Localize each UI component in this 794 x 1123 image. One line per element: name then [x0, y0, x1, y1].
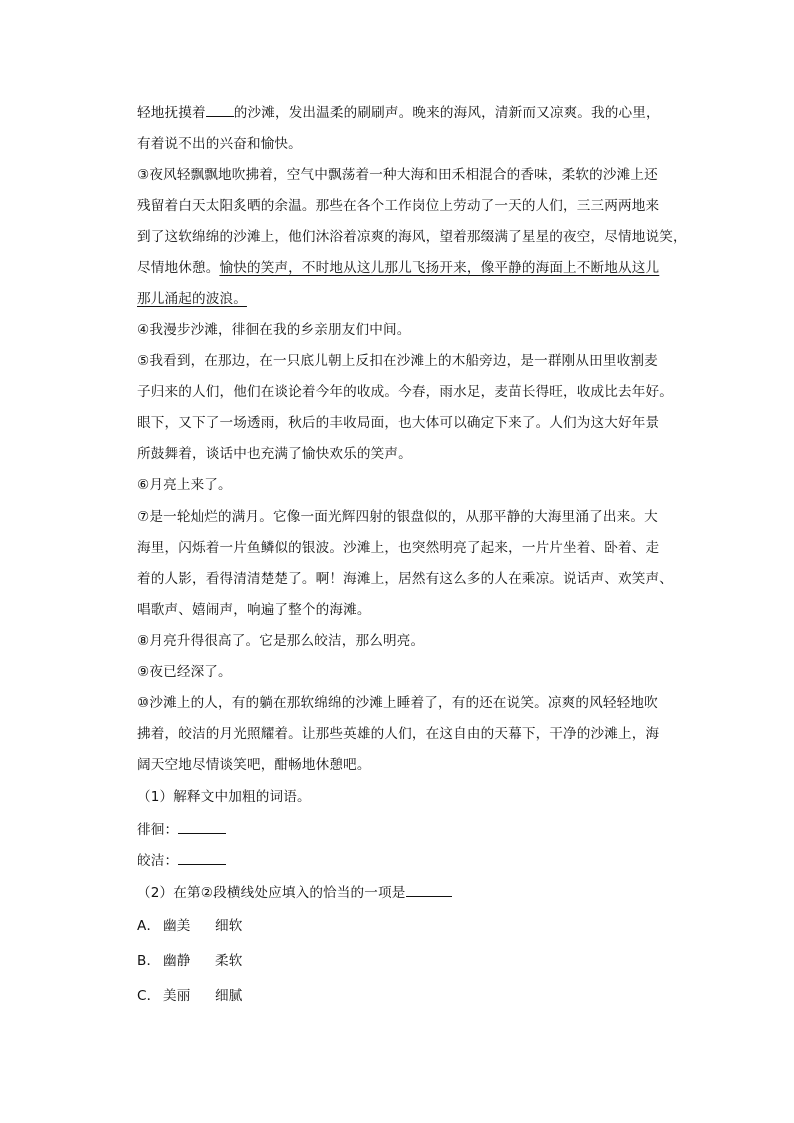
question-1-item-2	[137, 852, 677, 870]
option-b[interactable]	[137, 952, 677, 970]
option-word: 幽美	[163, 918, 191, 934]
item-label: 皎洁：	[137, 853, 179, 869]
paragraph-5-line-2: 子归来的人们，他们在谈论着今年的收成。今春，雨水足，麦苗长得旺，收成比去年好。	[137, 384, 674, 400]
paragraph-10-line-3: 阔天空地尽情谈笑吧，酣畅地休憩吧。	[137, 757, 371, 773]
paragraph-3-line-3: 到了这软绵绵的沙滩上，他们沐浴着凉爽的海风，望着那缀满了星星的夜空，尽情地说笑，	[137, 229, 687, 245]
paragraph-3-line-1: ③夜风轻飘飘地吹拂着，空气中飘荡着一种大海和田禾相混合的香味，柔软的沙滩上还	[137, 167, 658, 183]
option-word: 幽静	[163, 953, 191, 969]
paragraph-7-line-3: 着的人影，看得清清楚楚了。啊！海滩上，居然有这么多的人在乘凉。说话声、欢笑声、	[137, 571, 674, 587]
paragraph-9-line-1: ⑨夜已经深了。	[137, 664, 232, 680]
text-span: 尽情地休憩。	[137, 260, 220, 276]
paragraph-10-line-1: ⑩沙滩上的人，有的躺在那软绵绵的沙滩上睡着了，有的还在说笑。凉爽的风轻轻地吹	[137, 695, 658, 711]
paragraph-5-line-3: 眼下，又下了一场透雨，秋后的丰收局面，也大体可以确定下来了。人们为这大好年景	[137, 415, 660, 431]
answer-blank[interactable]	[178, 852, 226, 865]
paragraph-3-line-4	[137, 259, 677, 277]
option-word: 柔软	[215, 953, 243, 969]
paragraph-2-line-1	[137, 104, 677, 122]
underlined-sentence: 那儿涌起的波浪。	[137, 291, 247, 307]
paragraph-5-line-1: ⑤我看到，在那边，在一只底儿朝上反扣在沙滩上的木船旁边，是一群刚从田里收割麦	[137, 353, 658, 369]
option-letter: A．	[137, 918, 161, 934]
option-letter: B．	[137, 953, 161, 969]
option-word: 美丽	[163, 988, 191, 1004]
paragraph-8-line-1: ⑧月亮升得很高了。它是那么皎洁，那么明亮。	[137, 633, 425, 649]
option-letter: C．	[137, 988, 161, 1004]
option-word: 细软	[215, 918, 243, 934]
paragraph-3-line-2: 残留着白天太阳炙晒的余温。那些在各个工作岗位上劳动了一天的人们，三三两两地来	[137, 198, 660, 214]
question-1-item-1	[137, 821, 677, 839]
text-span: 的沙滩，发出温柔的刷刷声。晚来的海风，清新而又凉爽。我的心里，	[233, 105, 660, 121]
item-label: 徘徊：	[137, 822, 179, 838]
answer-blank[interactable]	[406, 884, 452, 897]
paragraph-5-line-4: 所鼓舞着，谈话中也充满了愉快欢乐的笑声。	[137, 446, 412, 462]
underlined-sentence: 愉快的笑声，不时地从这儿那儿飞扬开来，像平静的海面上不断地从这儿	[219, 260, 660, 276]
fill-in-blank[interactable]	[206, 104, 234, 117]
paragraph-4-line-1: ④我漫步沙滩，徘徊在我的乡亲朋友们中间。	[137, 322, 411, 338]
answer-blank[interactable]	[178, 821, 226, 834]
option-a[interactable]	[137, 917, 677, 935]
paragraph-7-line-2: 海里，闪烁着一片鱼鳞似的银波。沙滩上，也突然明亮了起来，一片片坐着、卧着、走	[137, 540, 660, 556]
paragraph-6-line-1: ⑥月亮上来了。	[137, 477, 232, 493]
paragraph-2-line-2: 有着说不出的兴奋和愉快。	[137, 136, 302, 152]
prompt-text: （2）在第②段横线处应填入的恰当的一项是	[137, 885, 406, 901]
paragraph-7-line-4: 唱歌声、嬉闹声，响遍了整个的海滩。	[137, 602, 371, 618]
option-c[interactable]	[137, 987, 677, 1005]
question-2-prompt	[137, 884, 677, 902]
paragraph-10-line-2: 拂着，皎洁的月光照耀着。让那些英雄的人们，在这自由的天幕下，干净的沙滩上，海	[137, 726, 660, 742]
paragraph-7-line-1: ⑦是一轮灿烂的满月。它像一面光辉四射的银盘似的，从那平静的大海里涌了出来。大	[137, 509, 658, 525]
question-1-prompt: （1）解释文中加粗的词语。	[137, 789, 311, 805]
paragraph-3-line-5	[137, 290, 677, 308]
option-word: 细腻	[215, 988, 243, 1004]
text-span: 轻地抚摸着	[137, 105, 206, 121]
